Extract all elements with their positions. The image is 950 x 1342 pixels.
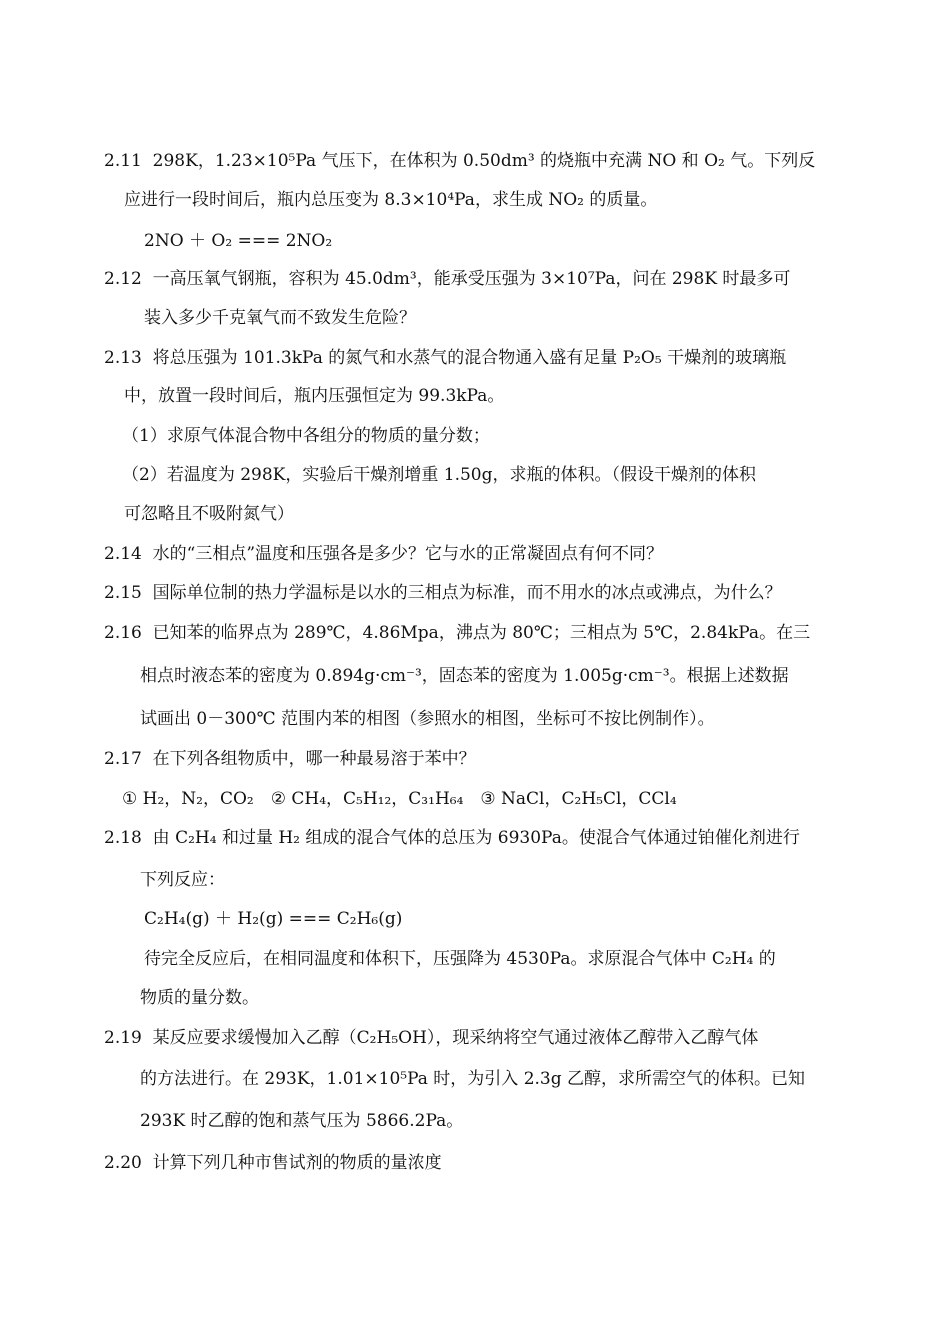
problem-number: 2.13 bbox=[104, 348, 142, 368]
problem-2-18-line-3: 待完全反应后，在相同温度和体积下，压强降为 4530Pa。求原混合气体中 C₂H₄ 的 bbox=[144, 949, 776, 969]
problem-text: 计算下列几种市售试剂的物质的量浓度 bbox=[152, 1153, 442, 1173]
problem-text: 将总压强为 101.3kPa 的氮气和水蒸气的混合物通入盛有足量 P₂O₅ 干燥剂的玻璃瓶 bbox=[152, 348, 787, 368]
problem-2-11-line-1 bbox=[104, 150, 815, 172]
problem-2-12-line-1 bbox=[104, 268, 790, 290]
problem-2-14-line-1 bbox=[104, 543, 663, 565]
problem-number: 2.17 bbox=[104, 749, 142, 769]
problem-2-19-line-2: 的方法进行。在 293K，1.01×10⁵Pa 时，为引入 2.3g 乙醇，求所需空气的体积。已知 bbox=[140, 1069, 806, 1089]
problem-2-18-line-2: 下列反应： bbox=[140, 870, 225, 890]
problem-number: 2.11 bbox=[104, 151, 142, 171]
problem-2-12-line-2: 装入多少千克氧气而不致发生危险？ bbox=[144, 308, 416, 328]
problem-2-17-options: ① H₂，N₂，CO₂ ② CH₄，C₅H₁₂，C₃₁H₆₄ ③ NaCl，C₂H₅Cl，CCl₄ bbox=[122, 789, 677, 809]
problem-2-13-line-2: 中，放置一段时间后，瓶内压强恒定为 99.3kPa。 bbox=[124, 386, 505, 406]
problem-2-13-part-2-cont: 可忽略且不吸附氮气） bbox=[124, 504, 294, 524]
problem-text: 国际单位制的热力学温标是以水的三相点为标准，而不用水的冰点或沸点，为什么？ bbox=[152, 583, 782, 603]
problem-text: 某反应要求缓慢加入乙醇（C₂H₅OH），现采纳将空气通过液体乙醇带入乙醇气体 bbox=[152, 1028, 759, 1048]
problem-text: 一高压氧气钢瓶，容积为 45.0dm³，能承受压强为 3×10⁷Pa，问在 298K 时最多可 bbox=[152, 269, 791, 289]
problem-number: 2.18 bbox=[104, 828, 142, 848]
problem-2-16-line-3: 试画出 0－300℃ 范围内苯的相图（参照水的相图，坐标可不按比例制作）。 bbox=[140, 709, 715, 729]
problem-2-13-part-1: （1）求原气体混合物中各组分的物质的量分数； bbox=[122, 426, 490, 446]
problem-2-18-line-4: 物质的量分数。 bbox=[140, 988, 259, 1008]
problem-2-13-part-2: （2）若温度为 298K，实验后干燥剂增重 1.50g，求瓶的体积。（假设干燥剂的体积 bbox=[122, 465, 757, 485]
problem-text: 298K，1.23×10⁵Pa 气压下，在体积为 0.50dm³ 的烧瓶中充满 NO 和 O₂ 气。下列反 bbox=[152, 151, 816, 171]
problem-number: 2.14 bbox=[104, 544, 142, 564]
problem-text: 水的“三相点”温度和压强各是多少？它与水的正常凝固点有何不同？ bbox=[152, 544, 664, 564]
problem-2-17-line-1 bbox=[104, 748, 476, 770]
problem-text: 在下列各组物质中，哪一种最易溶于苯中？ bbox=[152, 749, 476, 769]
problem-2-15-line-1 bbox=[104, 582, 782, 604]
problem-2-11-line-2: 应进行一段时间后，瓶内总压变为 8.3×10⁴Pa，求生成 NO₂ 的质量。 bbox=[124, 190, 658, 210]
problem-2-13-line-1 bbox=[104, 347, 786, 369]
problem-2-19-line-3: 293K 时乙醇的饱和蒸气压为 5866.2Pa。 bbox=[140, 1111, 464, 1131]
problem-2-18-equation: C₂H₄(g) ＋ H₂(g) === C₂H₆(g) bbox=[144, 909, 403, 929]
problem-2-16-line-2: 相点时液态苯的密度为 0.894g·cm⁻³，固态苯的密度为 1.005g·cm⁻³。根据上述数据 bbox=[140, 666, 789, 686]
problem-2-19-line-1 bbox=[104, 1027, 758, 1049]
problem-number: 2.12 bbox=[104, 269, 142, 289]
problem-number: 2.19 bbox=[104, 1028, 142, 1048]
problem-2-20-line-1 bbox=[104, 1152, 442, 1174]
problem-2-16-line-1 bbox=[104, 622, 810, 644]
problem-text: 由 C₂H₄ 和过量 H₂ 组成的混合气体的总压为 6930Pa。使混合气体通过铂催化剂进行 bbox=[152, 828, 800, 848]
problem-text: 已知苯的临界点为 289℃，4.86Mpa，沸点为 80℃；三相点为 5℃，2.84kPa。在三 bbox=[152, 623, 811, 643]
problem-number: 2.15 bbox=[104, 583, 142, 603]
problem-2-11-equation: 2NO ＋ O₂ === 2NO₂ bbox=[144, 231, 333, 251]
problem-2-18-line-1 bbox=[104, 827, 800, 849]
problem-number: 2.16 bbox=[104, 623, 142, 643]
problem-number: 2.20 bbox=[104, 1153, 142, 1173]
